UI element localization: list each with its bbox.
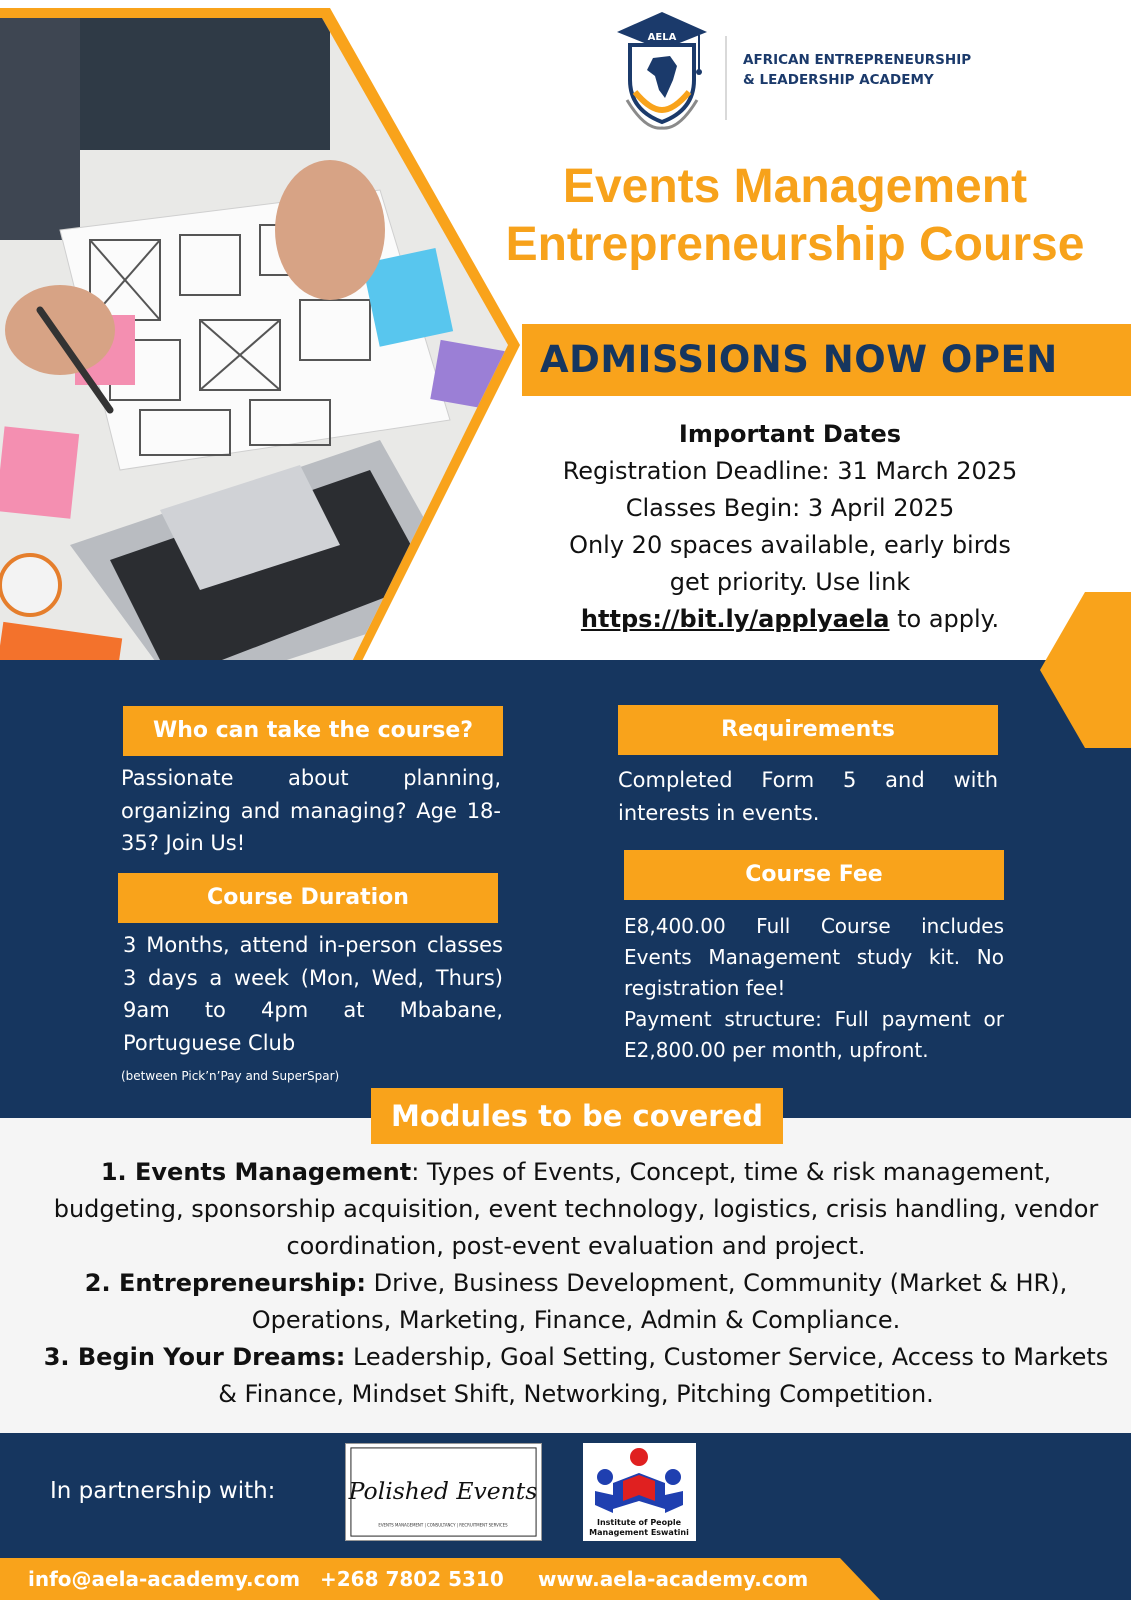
ipm-eswatini-logo [583,1443,696,1541]
module-body: Drive, Business Development, Community (Market & HR), Operations, Marketing, Finance, Admin & Compliance. [251,1269,1068,1334]
module-body: Leadership, Goal Setting, Customer Service, Access to Markets & Finance, Mindset Shift, Networking, Pitching Competition. [218,1343,1109,1408]
admissions-banner-text: ADMISSIONS NOW OPEN [540,338,1058,381]
requirements-text: Completed Form 5 and with interests in events. [618,768,998,825]
module-head: 2. Entrepreneurship: [84,1269,366,1297]
spaces-line2: get priority. Use link [669,568,911,596]
hero-photo [0,0,520,695]
module-item [40,1265,1112,1339]
modules-heading: Modules to be covered [371,1088,783,1144]
polished-events-script: Polished Events [348,1476,538,1505]
course-fee-text [624,911,1004,1066]
footer-phone[interactable]: +268 7802 5310 [320,1567,504,1591]
apply-line [520,601,1060,638]
important-dates-title: Important Dates [678,420,902,448]
footer-website[interactable]: www.aela-academy.com [538,1567,809,1591]
polished-events-logo [345,1443,542,1541]
spaces-line1: Only 20 spaces available, early birds [569,531,1011,559]
course-duration-heading: Course Duration [118,873,498,923]
logo-badge-text: AELA [647,32,677,43]
partners-label: In partnership with: [50,1478,276,1504]
module-head: 3. Begin Your Dreams: [43,1343,346,1371]
academy-emblem-icon [615,10,710,135]
who-can-take-text: Passionate about planning, organizing and managing? Age 18-35? Join Us! [121,766,501,855]
who-can-take-heading: Who can take the course? [123,706,503,756]
org-name-line2: & LEADERSHIP ACADEMY [743,72,934,88]
polished-events-tagline: EVENTS MANAGEMENT | CONSULTANCY | RECRUITMENT SERVICES [378,1522,508,1528]
course-title-line1: Events Management [562,160,1028,213]
org-name [743,50,1013,90]
org-name-line1: AFRICAN ENTREPRENEURSHIP [743,52,972,68]
venue-note: (between Pick’n’Pay and SuperSpar) [121,1069,340,1083]
classes-begin: Classes Begin: 3 April 2025 [625,494,955,522]
apply-suffix: to apply. [889,605,1000,633]
course-fee-text-1: E8,400.00 Full Course includes Events Management study kit. No registration fee! [624,914,1004,1000]
important-dates [520,416,1060,638]
decorative-chevron [1040,592,1131,748]
ipm-line1: Institute of People [597,1518,681,1527]
modules-list [40,1154,1112,1413]
requirements-heading: Requirements [618,705,998,755]
course-title-line2: Entrepreneurship Course [505,218,1085,271]
course-fee-heading: Course Fee [624,850,1004,900]
footer-email[interactable]: info@aela-academy.com [28,1567,301,1591]
course-title [470,158,1120,274]
module-body: : Types of Events, Concept, time & risk management, budgeting, sponsorship acquisition, event technology, logistics, crisis handling, vendor coordination, post-event evaluation and project. [53,1158,1099,1260]
academy-logo [615,10,1015,135]
logo-divider [725,36,727,120]
module-item [40,1339,1112,1413]
apply-link[interactable]: https://bit.ly/applyaela [580,605,890,633]
ipm-line2: Management Eswatini [589,1528,689,1537]
module-item [40,1154,1112,1265]
course-fee-text-2: Payment structure: Full payment or E2,800.00 per month, upfront. [624,1007,1004,1062]
registration-deadline: Registration Deadline: 31 March 2025 [562,457,1018,485]
course-duration-text: 3 Months, attend in-person classes 3 days a week (Mon, Wed, Thurs) 9am to 4pm at Mbabane, Portuguese Club [123,933,503,1055]
module-head: 1. Events Management [100,1158,412,1186]
